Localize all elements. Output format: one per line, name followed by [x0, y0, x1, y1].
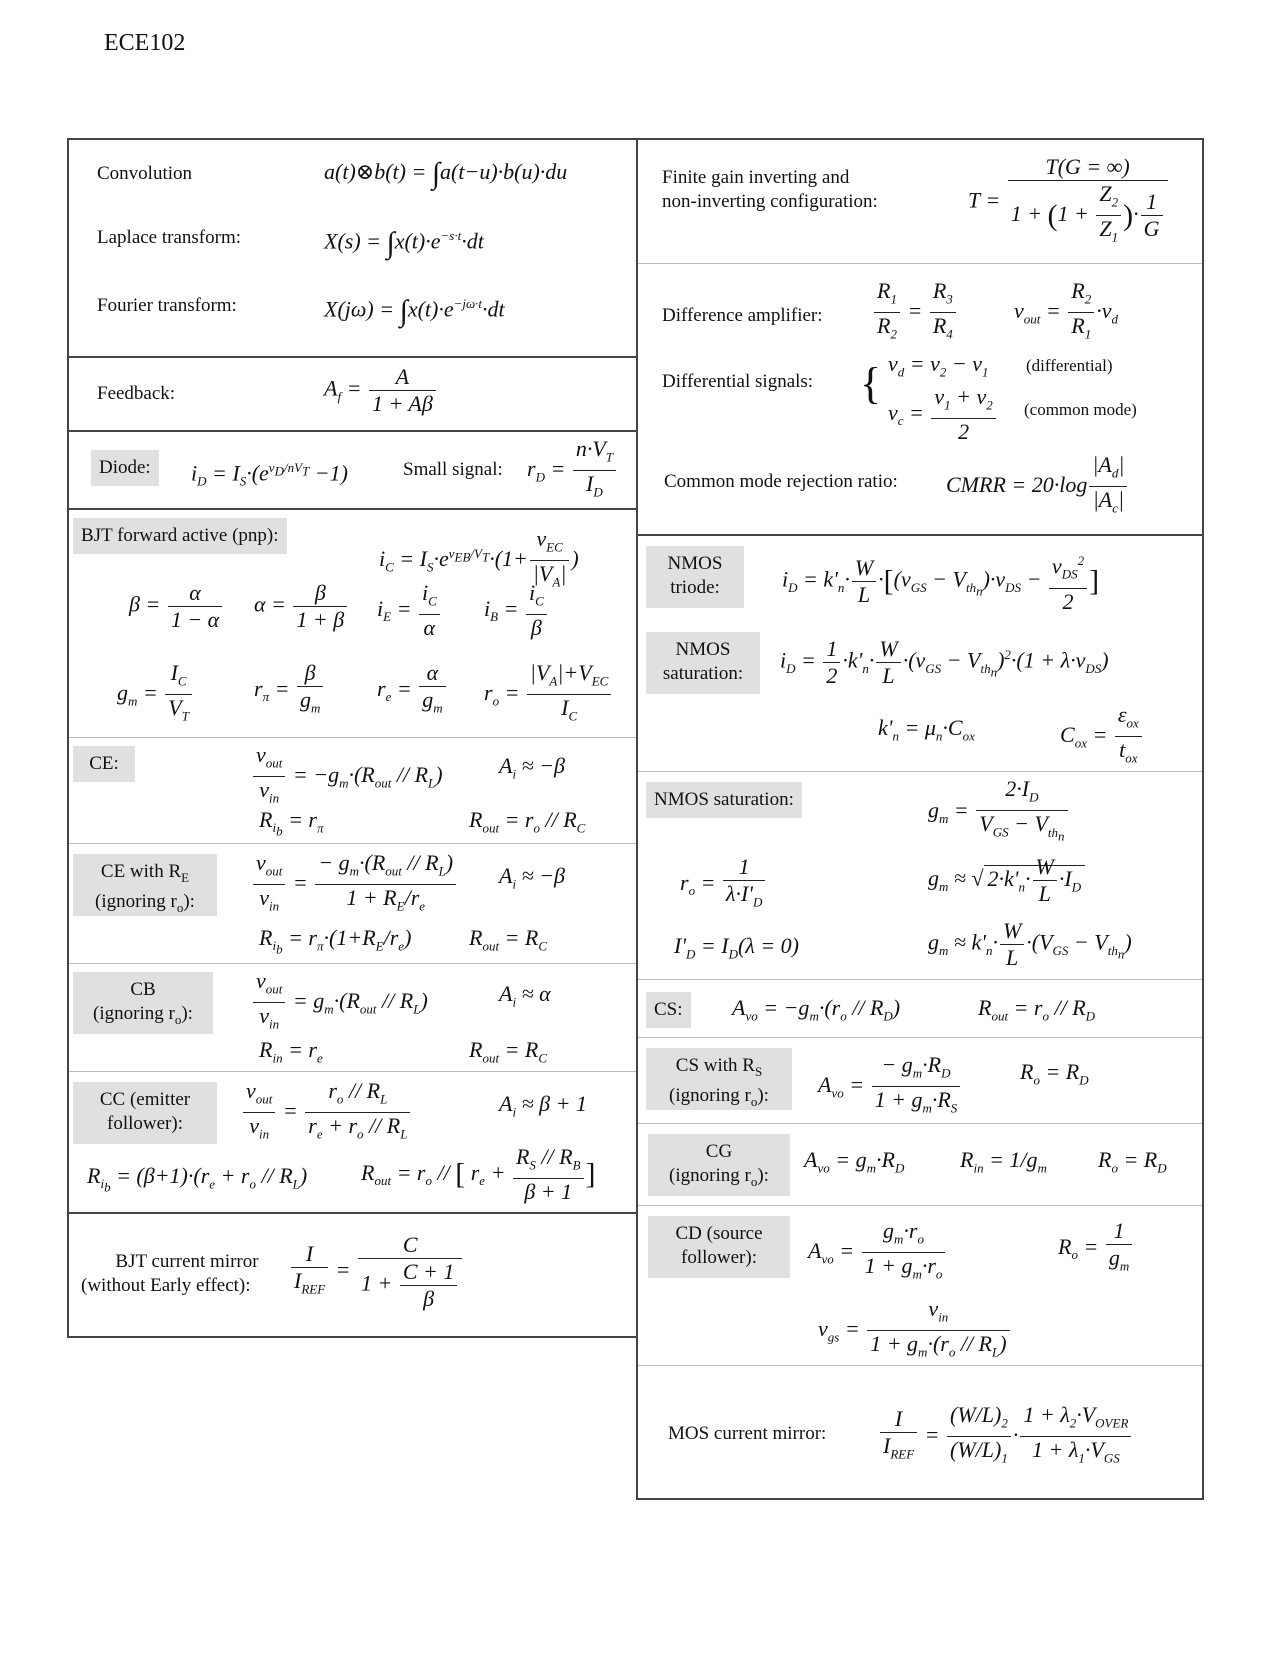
diode-tag: Diode:	[91, 450, 159, 486]
mos-mirror-section	[638, 1366, 1202, 1500]
ce-ri-formula: $R_{i_b} = r_\pi$	[259, 807, 324, 839]
gm-nmos-formula-2: $g_m$ ≈ √ $2\cdot k'_n\cdot$ $\frac{W}{L}$ $\cdot I_D$	[928, 854, 1085, 907]
difference-amplifier-label: Difference amplifier:	[662, 305, 823, 326]
cg-tag: CG (ignoring $r_o$):	[648, 1134, 790, 1196]
nmos-triode-tag: NMOS triode:	[646, 546, 744, 608]
ce-re-rout-formula: $R_{out} = R_C$	[469, 925, 548, 954]
cs-gain-formula: $A_{vo} = -g_m\cdot(r_o // R_D)$	[732, 995, 901, 1024]
id-prime-formula: $I'_D = I_D(\lambda = 0)$	[674, 933, 800, 962]
common-mode-note: (common mode)	[1024, 400, 1137, 419]
gm-formula: $g_m$ = $\frac{I_C}{V_T}$	[117, 660, 194, 730]
cb-rout-formula: $R_{out} = R_C$	[469, 1037, 548, 1066]
finite-gain-section	[638, 140, 1202, 264]
ib-formula: $i_B$ = $\frac{i_C}{\beta}$	[484, 580, 549, 641]
cs-rs-section	[638, 1038, 1202, 1124]
ro-nmos-formula: $r_o$ = $\frac{1}{\lambda\cdot I'_D}$	[680, 854, 767, 915]
cmrr-formula: CMRR = 20·log $\frac{|A_d|}{|A_c|}$	[946, 452, 1129, 522]
diode-small-signal-label: Small signal:	[403, 459, 503, 480]
gm-nmos-formula-1: $g_m$ = $\frac{2\cdot I_D}{V_{GS} - V_{th_n}}$	[928, 776, 1070, 849]
cg-rin-formula: $R_{in} = 1/g_m$	[960, 1147, 1047, 1176]
bjt-forward-active-tag: BJT forward active (pnp):	[73, 518, 287, 554]
cc-section	[69, 1072, 638, 1214]
bjt-mirror-section	[69, 1214, 638, 1338]
vc-formula: $v_c$ = $\frac{v_1 + v_2}{2}$	[888, 384, 998, 445]
nmos-saturation-tag: NMOS saturation:	[646, 632, 760, 694]
cb-section	[69, 964, 638, 1072]
finite-gain-formula: T = T(G = ∞) 1 + (1 + $\frac{Z_2}{Z_1}$ )· $\frac{1}{G}$	[968, 154, 1170, 251]
ie-formula: $i_E$ = $\frac{i_C}{\alpha}$	[377, 580, 442, 641]
cc-ri-formula: $R_{i_b} = (\beta+1)\cdot(r_e + r_o // R_L)$	[87, 1163, 308, 1195]
ce-re-section	[69, 844, 638, 964]
bjt-mirror-formula: $\frac{I}{I_{REF}}$ = C 1 + $\frac{C + 1}{\beta}$	[289, 1232, 464, 1312]
laplace-label: Laplace transform:	[97, 227, 242, 248]
cb-gain-formula: $\frac{v_{out}}{v_{in}}$ = $g_m\cdot(R_{out} // R_L)$	[251, 968, 428, 1038]
ce-tag: CE:	[73, 746, 135, 782]
cg-section	[638, 1124, 1202, 1206]
finite-gain-label-2: non-inverting configuration:	[662, 191, 878, 212]
cb-ai-formula: $A_i \approx \alpha$	[499, 981, 551, 1010]
cd-section	[638, 1206, 1202, 1366]
cd-gain-formula: $A_{vo}$ = $\frac{g_m\cdot r_o}{1 + g_m\cdot r_o}$	[808, 1218, 947, 1288]
nmos-saturation-formula: $i_D$ = $\frac{1}{2}$ $\cdot k'_n\cdot$ $\frac{W}{L}$ $\cdot(v_{GS} - V_{th_n})^2\cdot(1 + \lambda\cdot v_{DS})$	[780, 636, 1109, 688]
mos-mirror-label: MOS current mirror:	[668, 1423, 827, 1444]
cc-tag: CC (emitter follower):	[73, 1082, 217, 1144]
convolution-label: Convolution	[97, 163, 193, 184]
mos-mirror-formula: $\frac{I}{I_{REF}}$ = $\frac{(W/L)_2}{(W/L)_1}$ · $\frac{1 + \lambda_2\cdot V_{OVER}}{1 + \lambda_1\cdot V_{GS}}$	[878, 1402, 1133, 1472]
finite-gain-label-1: Finite gain inverting and	[662, 167, 850, 188]
cc-rout-formula: $R_{out} = r_o$ // [ $r_e$ + $\frac{R_S // R_B}{\beta + 1}$ ]	[361, 1144, 596, 1205]
cd-tag: CD (source follower):	[648, 1216, 790, 1278]
cs-rs-gain-formula: $A_{vo}$ = $\frac{- g_m\cdot R_D}{1 + g_m\cdot R_S}$	[818, 1052, 962, 1122]
vd-formula: $v_d = v_2 - v_1$	[888, 351, 989, 380]
diode-rd-formula: $r_D$ = $\frac{n\cdot V_T}{I_D}$	[527, 436, 618, 506]
diode-section	[69, 432, 638, 510]
cd-vgs-formula: $v_{gs}$ = $\frac{v_{in}}{1 + g_m\cdot(r_o // R_L)}$	[818, 1296, 1012, 1366]
signals-section	[69, 140, 638, 358]
diode-formula: $i_D = I_S\cdot(e^{v_D/nV_T} -1)$	[191, 460, 348, 489]
ce-ai-formula: $A_i \approx -\beta$	[499, 753, 565, 782]
bjt-ic-formula: $i_C = I_S\cdot e^{v_{EB}/V_T}\cdot(1+$ $\frac{v_{EC}}{|V_A|}$ )	[379, 526, 579, 590]
feedback-section	[69, 358, 638, 432]
gm-nmos-formula-3: $g_m \approx k'_n\cdot$ $\frac{W}{L}$ $\cdot(V_{GS} - V_{th_n})$	[928, 918, 1132, 970]
cs-rs-tag: CS with $R_S$ (ignoring $r_o$):	[646, 1048, 792, 1110]
brace-icon: {	[860, 359, 882, 408]
difference-amplifier-section	[638, 264, 1202, 536]
cs-rout-formula: $R_{out} = r_o // R_D$	[978, 995, 1096, 1024]
ce-rout-formula: $R_{out} = r_o // R_C$	[469, 807, 586, 836]
cs-rs-ro-formula: $R_o = R_D$	[1020, 1059, 1089, 1088]
cc-ai-formula: $A_i \approx \beta + 1$	[499, 1091, 587, 1120]
feedback-formula: $A_f$ = $\frac{A}{1 + A\beta}$	[324, 364, 438, 417]
nmos-triode-section	[638, 536, 1202, 772]
ro-formula: $r_o$ = $\frac{|V_A|+V_{EC}}{I_C}$	[484, 660, 613, 730]
convolution-formula: a(t)⊗b(t) = ∫a(t−u)·b(u)·du	[324, 156, 568, 190]
nmos-triode-formula: $i_D = k'_n\cdot$ $\frac{W}{L}$ $\cdot[(v_{GS} - V_{th_n})\cdot v_{DS}$ − $\frac{v_{DS}^2}{2}$ ]	[782, 548, 1099, 615]
nmos-saturation-detail-section	[638, 772, 1202, 980]
difference-amplifier-gain: $v_{out}$ = $\frac{R_2}{R_1}$ $\cdot v_d$	[1014, 278, 1118, 342]
ce-gain-formula: $\frac{v_{out}}{v_{in}}$ = $-g_m\cdot(R_{out} // R_L)$	[251, 742, 443, 812]
difference-amplifier-condition: $\frac{R_1}{R_2}$ = $\frac{R_3}{R_4}$	[872, 278, 958, 348]
nmos-saturation-detail-tag: NMOS saturation:	[646, 782, 802, 818]
ce-re-tag: CE with $R_E$ (ignoring $r_o$):	[73, 854, 217, 916]
cmrr-label: Common mode rejection ratio:	[664, 471, 898, 492]
document-header: ECE102	[104, 30, 186, 56]
bjt-mirror-label-2: (without Early effect):	[81, 1275, 251, 1296]
cox-formula: $C_{ox}$ = $\frac{\varepsilon_{ox}}{t_{ox}}$	[1060, 702, 1144, 772]
laplace-formula: $X(s) = \int x(t)\cdot e^{-s\cdot t}\cdot dt$	[324, 226, 484, 260]
fourier-label: Fourier transform:	[97, 295, 237, 316]
ce-re-ai-formula: $A_i \approx -\beta$	[499, 863, 565, 892]
ce-re-ri-formula: $R_{i_b} = r_\pi\cdot(1+R_E/r_e)$	[259, 925, 412, 957]
left-column	[67, 138, 638, 1338]
right-column	[636, 138, 1204, 1500]
cs-section	[638, 980, 1202, 1038]
cg-gain-formula: $A_{vo} = g_m\cdot R_D$	[804, 1147, 905, 1176]
kn-formula: $k'_n = \mu_n\cdot C_{ox}$	[878, 715, 975, 744]
cg-ro-formula: $R_o = R_D$	[1098, 1147, 1167, 1176]
cc-gain-formula: $\frac{v_{out}}{v_{in}}$ = $\frac{r_o // R_L}{r_e + r_o // R_L}$	[241, 1078, 412, 1148]
differential-note: (differential)	[1026, 356, 1113, 375]
ce-section	[69, 738, 638, 844]
cs-tag: CS:	[646, 992, 691, 1028]
bjt-forward-active-section	[69, 510, 638, 738]
cb-tag: CB (ignoring $r_o$):	[73, 972, 213, 1034]
fourier-formula: $X(j\omega) = \int x(t)\cdot e^{-j\omega\cdot t}\cdot dt$	[324, 294, 505, 328]
ce-re-gain-formula: $\frac{v_{out}}{v_{in}}$ = $\frac{- g_m\cdot(R_{out} // R_L)}{1 + R_E/r_e}$	[251, 850, 458, 920]
alpha-formula: α = $\frac{\beta}{1 + \beta}$	[254, 580, 349, 633]
beta-formula: β = $\frac{\alpha}{1 - \alpha}$	[129, 580, 224, 633]
bjt-mirror-label-1: BJT current mirror	[115, 1251, 259, 1272]
differential-signals-label: Differential signals:	[662, 371, 814, 392]
cb-rin-formula: $R_{in} = r_e$	[259, 1037, 323, 1066]
feedback-label: Feedback:	[97, 383, 176, 404]
re-formula: $r_e$ = $\frac{\alpha}{g_m}$	[377, 660, 448, 721]
cd-ro-formula: $R_o$ = $\frac{1}{g_m}$	[1058, 1218, 1134, 1279]
rpi-formula: $r_\pi$ = $\frac{\beta}{g_m}$	[254, 660, 325, 721]
